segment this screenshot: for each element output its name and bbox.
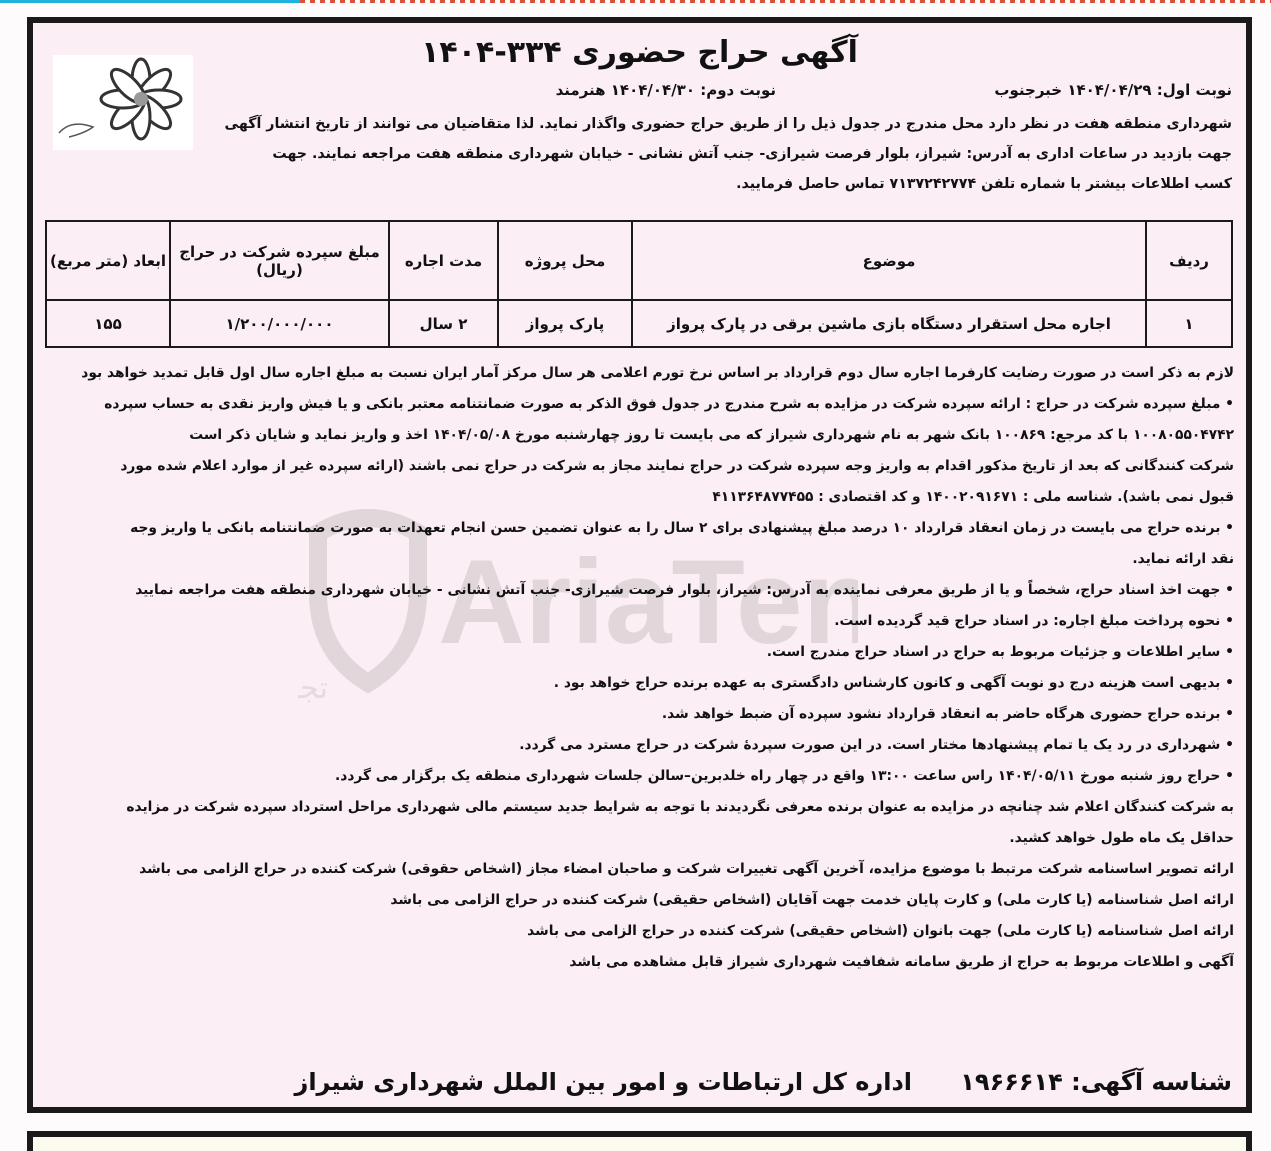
second-notice: نوبت دوم: ۱۴۰۴/۰۴/۳۰ هنرمند	[555, 81, 776, 99]
col-header-location: محل پروژه	[498, 221, 632, 300]
first-notice: نوبت اول: ۱۴۰۴/۰۴/۲۹ خبرجنوب	[994, 81, 1232, 99]
flower-logo-icon	[53, 55, 193, 150]
conditions-list	[44, 358, 1234, 978]
auction-notice	[27, 17, 1252, 1113]
next-notice-frame	[27, 1131, 1252, 1151]
condition-line: حداقل یک ماه طول خواهد کشید.	[1009, 830, 1234, 846]
table-header-row	[46, 221, 1232, 300]
issuing-organization: اداره کل ارتباطات و امور بین الملل شهرداری شیراز	[294, 1068, 912, 1096]
condition-line: • حراج روز شنبه مورخ ۱۴۰۴/۰۵/۱۱ راس ساعت ۱۳:۰۰ واقع در چهار راه خلدبرین–سالن جلسات شهرداری منطقه یک برگزار می گردد.	[335, 768, 1234, 784]
condition-line: ارائه اصل شناسنامه (یا کارت ملی) و کارت پایان خدمت جهت آقایان (اشخاص حقیقی) شرکت کننده در حراج الزامی می باشد	[390, 892, 1234, 908]
col-header-subject: موضوع	[632, 221, 1146, 300]
condition-line: • شهرداری در رد یک یا تمام پیشنهادها مختار است. در این صورت سپردهٔ شرکت در حراج مسترد می گردد.	[519, 737, 1234, 753]
condition-line: شرکت کنندگانی که بعد از تاریخ مذکور اقدام به واریز وجه سپرده شرکت در حراج نمایند مجاز به شرکت در حراج نمی باشند (ارائه سپرده غیر از موارد اعلام شده مورد	[120, 458, 1234, 474]
condition-line: قبول نمی باشد). شناسه ملی : ۱۴۰۰۲۰۹۱۶۷۱ و کد اقتصادی : ۴۱۱۳۶۴۸۷۷۴۵۵	[712, 489, 1234, 505]
condition-line: • جهت اخذ اسناد حراج، شخصاً و یا از طریق معرفی نماینده به آدرس: شیراز، بلوار فرصت شیرازی- جنب آتش نشانی - خیابان شهرداری منطقه هفت مراجعه نمایید	[135, 582, 1234, 598]
col-header-duration: مدت اجاره	[389, 221, 498, 300]
col-header-deposit: مبلغ سپرده شرکت در حراج (ریال)	[170, 221, 389, 300]
condition-line: ۱۰۰۸۰۵۵۰۴۷۴۲ با کد مرجع: ۱۰۰۸۶۹ بانک شهر به نام شهرداری شیراز که می بایست تا روز چهارشنبه مورخ ۱۴۰۴/۰۵/۰۸ اخذ و واریز نماید و شایان ذکر است	[189, 427, 1234, 443]
intro-line: شهرداری منطقه هفت در نظر دارد محل مندرج در جدول ذیل را از طریق حراج حضوری واگذار نماید. لذا متقاضیان می توانند از تاریخ انتشار آگهی	[224, 116, 1232, 132]
condition-line: ارائه اصل شناسنامه (یا کارت ملی) جهت بانوان (اشخاص حقیقی) شرکت کننده در حراج الزامی می باشد	[527, 923, 1234, 939]
watermark-brand: AriaTen	[438, 535, 858, 669]
condition-line: به شرکت کنندگان اعلام شد چنانچه در مزایده به عنوان برنده معرفی نگردیدند با توجه به شرایط جدید سیستم مالی شهرداری مراحل استرداد سپرده شرکت در مزایده	[126, 799, 1234, 815]
top-color-band	[0, 0, 300, 3]
col-header-row-number: ردیف	[1146, 221, 1232, 300]
cell-row-number: ۱	[1146, 300, 1232, 347]
condition-line: ارائه تصویر اساسنامه شرکت مرتبط با موضوع مزایده، آخرین آگهی تغییرات شرکت و صاحبان امضاء مجاز (اشخاص حقوقی) شرکت کننده در حراج الزامی می باشد	[139, 861, 1234, 877]
cell-duration: ۲ سال	[389, 300, 498, 347]
condition-line: • سایر اطلاعات و جزئیات مربوط به حراج در اسناد حراج مندرج است.	[766, 644, 1234, 660]
intro-paragraph	[192, 109, 1232, 199]
condition-line: نقد ارائه نماید.	[1132, 551, 1234, 567]
cell-dimensions: ۱۵۵	[46, 300, 170, 347]
condition-line: لازم به ذکر است در صورت رضایت کارفرما اجاره سال دوم قرارداد بر اساس نرخ تورم اعلامی هر سال مرکز آمار ایران نسبت به مبلغ اجاره سال اول قابل تمدید خواهد بود	[81, 365, 1234, 381]
condition-line: • برنده حراج حضوری هرگاه حاضر به انعقاد قرارداد نشود سپرده آن ضبط خواهد شد.	[661, 706, 1234, 722]
top-dotted-rule	[300, 0, 1271, 3]
condition-line: • برنده حراج می بایست در زمان انعقاد قرارداد ۱۰ درصد مبلغ پیشنهادی برای ۲ سال را به عنوان تضمین حسن انجام تعهدات به صورت ضمانتنامه بانکی یا واریز وجه	[130, 520, 1234, 536]
condition-line: • نحوه پرداخت مبلغ اجاره: در اسناد حراج قید گردیده است.	[834, 613, 1234, 629]
condition-line: • بدیهی است هزینه درج دو نوبت آگهی و کانون کارشناس دادگستری به عهده برنده حراج خواهد بود .	[553, 675, 1234, 691]
cell-deposit: ۱/۲۰۰/۰۰۰/۰۰۰	[170, 300, 389, 347]
shiraz-municipality-logo	[53, 55, 193, 150]
condition-line: • مبلغ سپرده شرکت در حراج : ارائه سپرده شرکت در مزایده به شرح مندرج در جدول فوق الذکر به صورت ضمانتنامه معتبر بانکی و یا فیش واریز نقدی به حساب سپرده	[104, 396, 1234, 412]
notice-footer	[52, 1068, 1232, 1108]
ad-id: شناسه آگهی: ۱۹۶۶۶۱۴	[960, 1068, 1232, 1096]
intro-line: کسب اطلاعات بیشتر با شماره تلفن ۷۱۳۷۲۴۲۷۷۴ تماس حاصل فرمایید.	[736, 176, 1232, 192]
cell-subject: اجاره محل استقرار دستگاه بازی ماشین برقی در پارک پرواز	[632, 300, 1146, 347]
col-header-dimensions: ابعاد (متر مربع)	[46, 221, 170, 300]
cell-location: پارک پرواز	[498, 300, 632, 347]
table-row	[46, 300, 1232, 347]
notice-title: آگهی حراج حضوری ۳۳۴-۱۴۰۴	[421, 35, 858, 70]
watermark-subtitle: تج	[300, 671, 328, 706]
condition-line: آگهی و اطلاعات مربوط به حراج از طریق سامانه شفافیت شهرداری شیراز قابل مشاهده می باشد	[569, 954, 1234, 970]
intro-line: جهت بازدید در ساعات اداری به آدرس: شیراز، بلوار فرصت شیرازی- جنب آتش نشانی - خیابان شهرداری منطقه هفت مراجعه نمایند. جهت	[272, 146, 1232, 162]
auction-table	[45, 220, 1233, 348]
